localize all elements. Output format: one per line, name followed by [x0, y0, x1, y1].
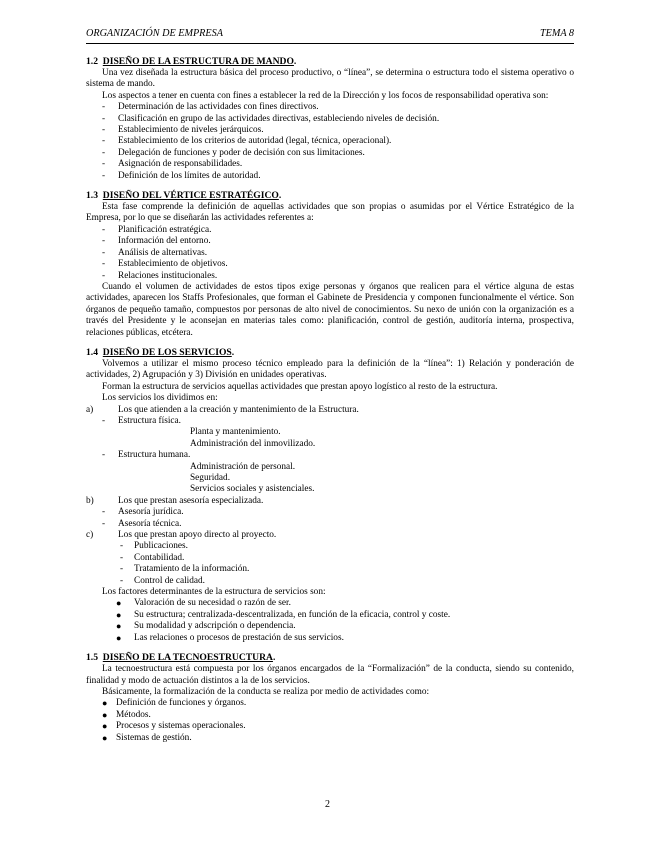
paragraph: Volvemos a utilizar el mismo proceso técnico empleado para la definición de la “línea”: 1) Relación y ponderación de actividades, 2) Agrupación y 3) División en unidades operativas. [86, 358, 574, 381]
bullet-item: ● Su estructura; centralizada-descentralizada, en función de la eficacia, control y coste. [116, 609, 451, 620]
list-item-b: b) Los que prestan asesoría especializada. [86, 495, 264, 506]
paragraph: Los aspectos a tener en cuenta con fines a establecer la red de la Dirección y los focos de responsabilidad operativa son: [102, 90, 549, 101]
list-item: - Contabilidad. [120, 552, 185, 563]
list-item: - Tratamiento de la información. [120, 564, 250, 575]
paragraph: Esta fase comprende la definición de aquellas actividades que son propias o asumidas por el Vértice Estratégico de la Empresa, por lo que se diseñarán las actividades referentes a: [86, 202, 574, 224]
section-title: DISEÑO DE LA TECNOESTRUCTURA [102, 652, 273, 664]
sub-item: Seguridad. [190, 473, 231, 483]
list-item: - Asignación de responsabilidades. [102, 159, 243, 170]
list-item: - Análisis de alternativas. [102, 247, 208, 258]
sub-item: Administración de personal. [190, 461, 296, 472]
paragraph: Los servicios los dividimos en: [102, 393, 218, 404]
section-number: 1.2 [86, 56, 98, 67]
sub-item: Servicios sociales y asistenciales. [190, 484, 315, 495]
list-item: - Relaciones institucionales. [102, 270, 218, 281]
page-number: 2 [325, 799, 330, 810]
list-item: - Información del entorno. [102, 236, 211, 247]
bullet-icon: ● [102, 721, 108, 732]
bullet-item: ● Su modalidad y adscripción o dependencia. [116, 621, 296, 632]
paragraph: La tecnoestructura está compuesta por los órganos encargados de la “Formalización” de la conducta, siendo su contenido, finalidad y modo de actuación distintos a la de los servicios. [86, 664, 574, 686]
section-number: 1.3 [86, 190, 98, 202]
bullet-item: ● Definición de funciones y órganos. [102, 698, 247, 709]
bullet-icon: ● [116, 632, 122, 643]
bullet-item: ● Métodos. [102, 709, 151, 720]
section-heading-1-4: 1.4 DISEÑO DE LOS SERVICIOS. [86, 346, 235, 358]
list-item: - Delegación de funciones y poder de decisión con sus limitaciones. [102, 147, 365, 158]
section-title: DISEÑO DEL VÉRTICE ESTRATÉGICO [102, 190, 279, 202]
list-item: - Publicaciones. [120, 541, 188, 552]
section-number: 1.5 [86, 652, 98, 664]
paragraph: Cuando el volumen de actividades de estos tipos exige personas y órganos que realicen para el vértice alguna de estas actividades, aparecen los Staffs Profesionales, que forman el Gabinete de Presidencia y componen funcionalmente el vértice. Son órganos de pequeño tamaño, compuestos por personas de alto nivel de conocimientos. Su nexo de unión con la organización es a través del Presidente y le aconsejan en materias tales como: planificación, control de gestión, auditoría interna, prospectiva, relaciones públicas, etcétera. [86, 281, 574, 338]
list-item-c: c) Los que prestan apoyo directo al proyecto. [86, 530, 277, 541]
sub-item: Planta y mantenimiento. [190, 427, 281, 438]
bullet-icon: ● [116, 609, 122, 620]
list-item: - Establecimiento de niveles jerárquicos. [102, 125, 264, 136]
bullet-icon: ● [116, 621, 122, 632]
bullet-icon: ● [102, 732, 108, 743]
bullet-icon: ● [116, 598, 122, 609]
bullet-item: ● Procesos y sistemas operacionales. [102, 721, 246, 732]
section-heading-1-5: 1.5 DISEÑO DE LA TECNOESTRUCTURA. [86, 652, 276, 664]
section-number: 1.4 [86, 346, 98, 358]
list-item: - Establecimiento de los criterios de autoridad (legal, técnica, operacional). [102, 136, 392, 147]
list-item: - Estructura humana. [102, 450, 191, 461]
paragraph: Forman la estructura de servicios aquellas actividades que prestan apoyo logístico al resto de la estructura. [102, 381, 498, 392]
list-item: - Control de calidad. [120, 575, 205, 586]
section-title: DISEÑO DE LA ESTRUCTURA DE MANDO [102, 56, 294, 67]
list-item: - Asesoría jurídica. [102, 507, 184, 518]
section-title: DISEÑO DE LOS SERVICIOS [102, 346, 232, 358]
header-topic: TEMA 8 [539, 28, 574, 39]
list-item: - Estructura física. [102, 415, 181, 426]
bullet-item: ● Valoración de su necesidad o razón de ser. [116, 598, 291, 609]
list-item: - Asesoría técnica. [102, 518, 182, 529]
list-item: - Definición de los límites de autoridad. [102, 170, 261, 181]
paragraph: Una vez diseñada la estructura básica del proceso productivo, o “línea”, se determina o estructura todo el sistema operativo o sistema de mando. [86, 68, 574, 90]
section-heading-1-3: 1.3 DISEÑO DEL VÉRTICE ESTRATÉGICO. [86, 190, 282, 202]
list-item: - Planificación estratégica. [102, 224, 212, 235]
header-subject: ORGANIZACIÓN DE EMPRESA [86, 28, 223, 39]
header-rule [86, 43, 574, 44]
bullet-icon: ● [102, 709, 108, 720]
document-body [86, 56, 574, 744]
bullet-item: ● Sistemas de gestión. [102, 732, 192, 743]
bullet-icon: ● [102, 698, 108, 709]
list-item: - Establecimiento de objetivos. [102, 259, 228, 270]
list-item: - Determinación de las actividades con fines directivos. [102, 102, 319, 113]
list-item: - Clasificación en grupo de las actividades directivas, estableciendo niveles de decisión. [102, 113, 440, 124]
list-item-a: a) Los que atienden a la creación y mantenimiento de la Estructura. [86, 404, 359, 415]
page-header [86, 28, 574, 42]
section-heading-1-2: 1.2 DISEÑO DE LA ESTRUCTURA DE MANDO. [86, 56, 297, 67]
bullet-item: ● Las relaciones o procesos de prestación de sus servicios. [116, 632, 344, 643]
paragraph: Los factores determinantes de la estructura de servicios son: [102, 587, 326, 598]
paragraph: Básicamente, la formalización de la conducta se realiza por medio de actividades como: [102, 686, 430, 697]
sub-item: Administración del inmovilizado. [190, 438, 316, 449]
